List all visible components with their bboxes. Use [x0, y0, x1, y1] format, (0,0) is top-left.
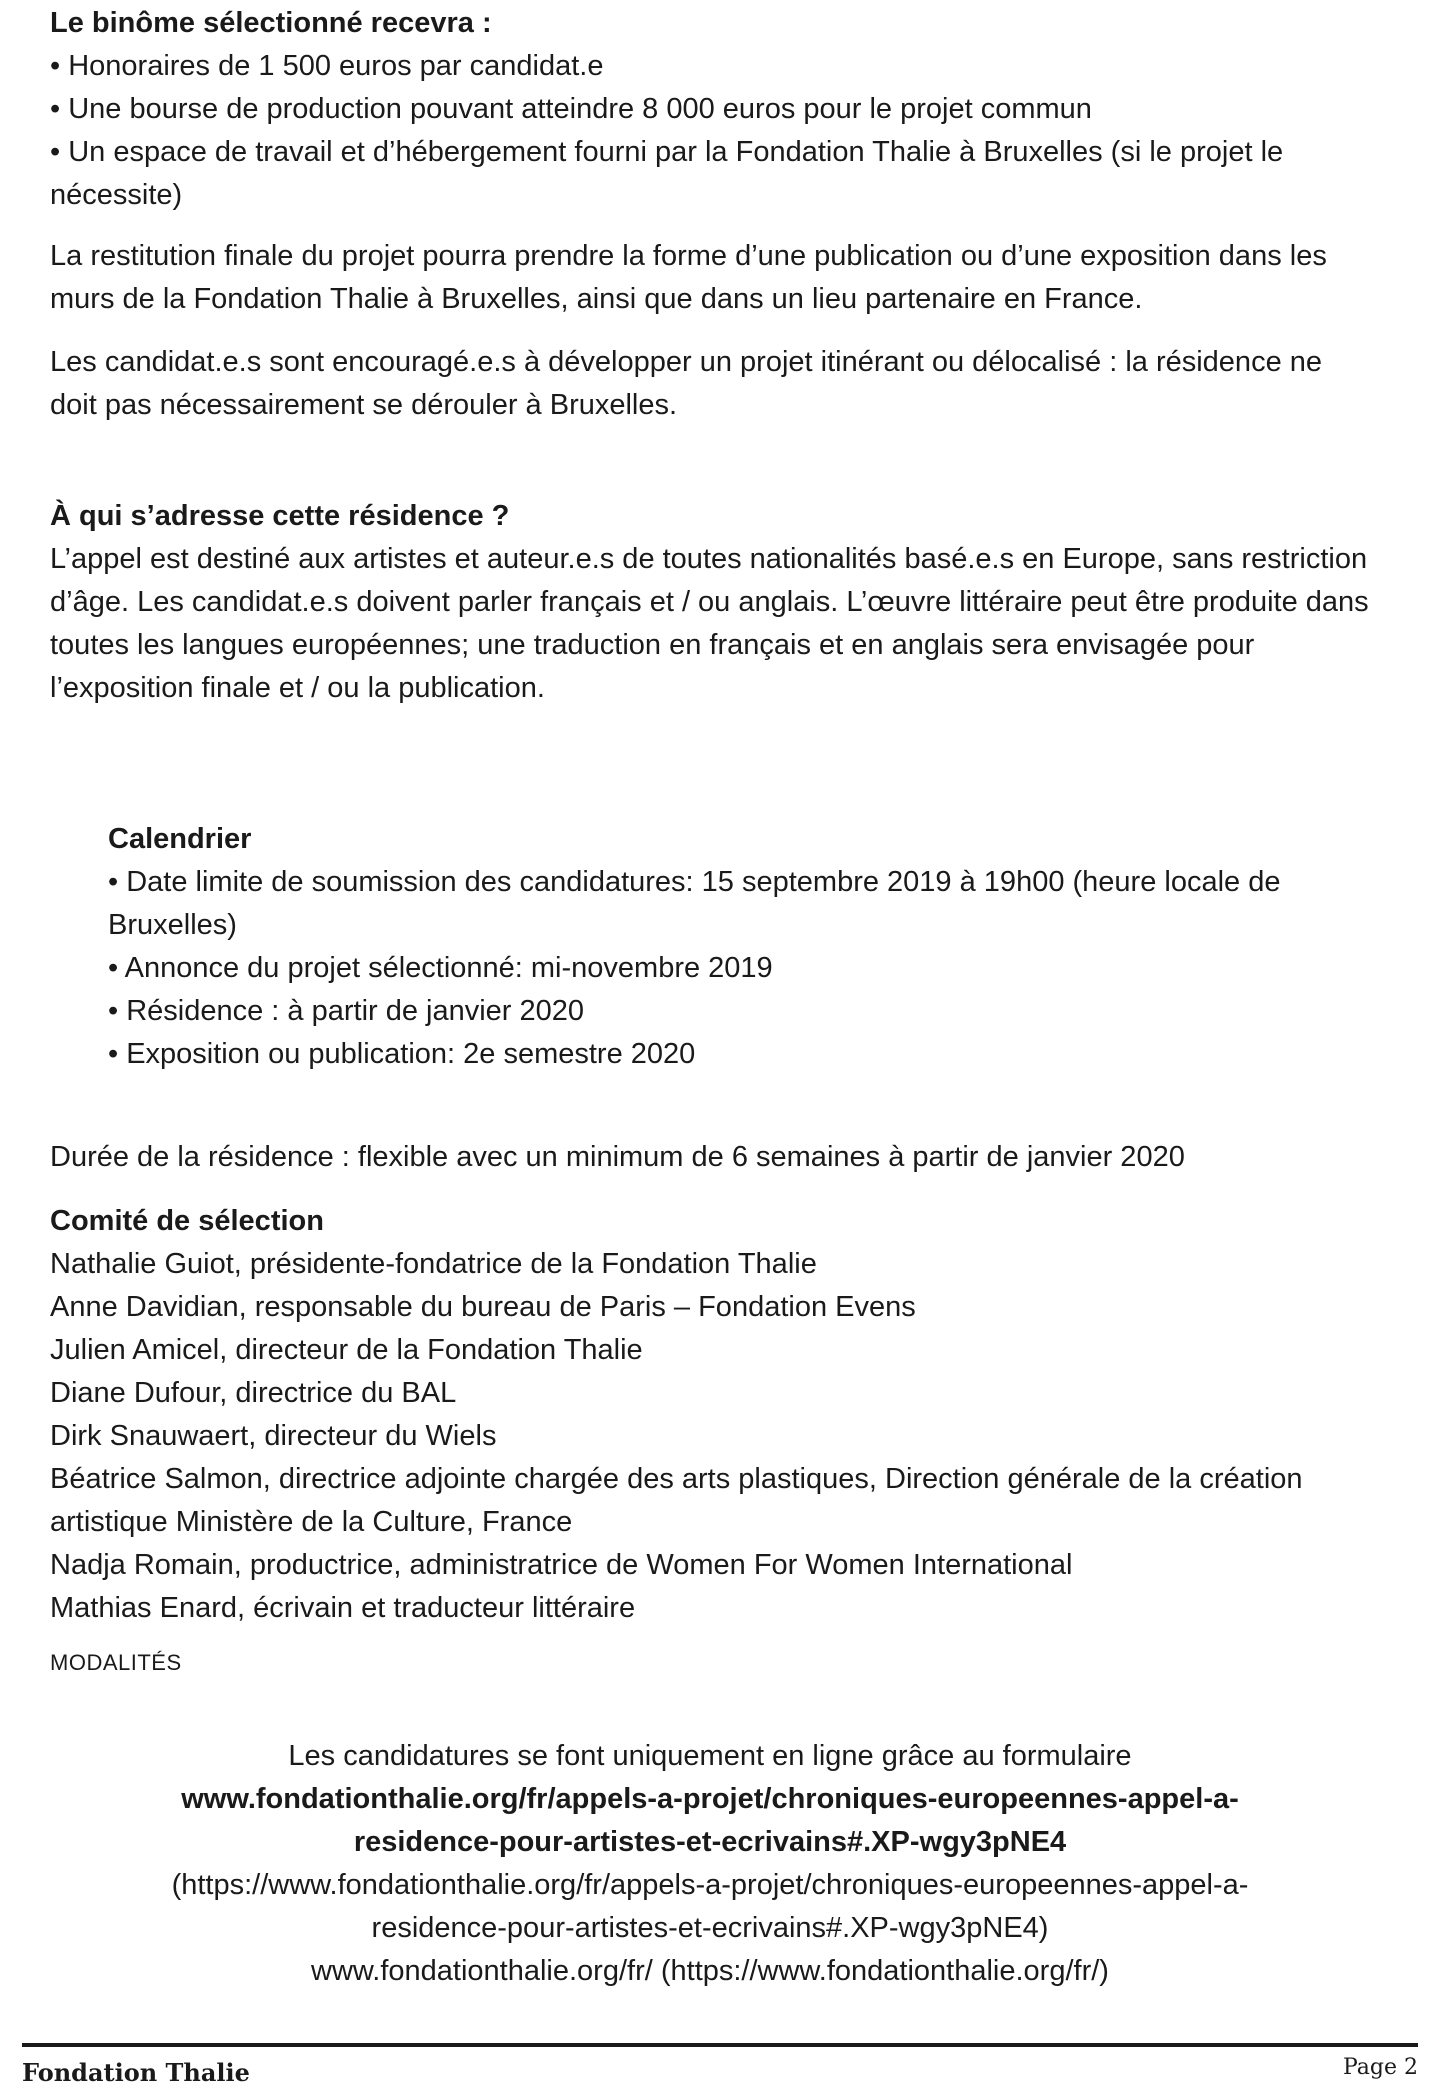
restitution-paragraph: La restitution finale du projet pourra prendre la forme d’une publication ou d’une exposition dans les murs de la Fondation Thalie à Bruxelles, ainsi que dans un lieu partenaire en France.: [50, 240, 1327, 315]
committee-member: Diane Dufour, directrice du BAL: [50, 1377, 457, 1409]
calendar-section: [108, 818, 1358, 1076]
modalites-label: MODALITÉS: [50, 1650, 182, 1675]
footer-divider: [22, 2043, 1418, 2047]
committee-member: Julien Amicel, directeur de la Fondation Thalie: [50, 1334, 643, 1366]
list-item: • Un espace de travail et d’hébergement fourni par la Fondation Thalie à Bruxelles (si le projet le nécessite): [50, 136, 1284, 211]
offer-heading: Le binôme sélectionné recevra :: [50, 7, 492, 39]
offer-list: [50, 45, 1370, 217]
footer-org: Fondation Thalie: [22, 2058, 250, 2087]
audience-paragraph: L’appel est destiné aux artistes et auteur.e.s de toutes nationalités basé.e.s en Europe, sans restriction d’âge. Les candidat.e.s doivent parler français et / ou anglais. L’œuvre littéraire peut être produite dans toutes les langues européennes; une traduction en français et en anglais sera envisagée pour l’exposition finale et / ou la publication.: [50, 543, 1369, 704]
modalites-intro: Les candidatures se font uniquement en ligne grâce au formulaire: [288, 1740, 1132, 1772]
committee-member: Nadja Romain, productrice, administratrice de Women For Women International: [50, 1549, 1073, 1581]
form-link-url[interactable]: (https://www.fondationthalie.org/fr/appels-a-projet/chroniques-europeennes-appel-a-residence-pour-artistes-et-ecrivains#.XP-wgy3pNE4): [171, 1869, 1249, 1944]
calendar-item: • Annonce du projet sélectionné: mi-novembre 2019: [108, 952, 773, 984]
committee-member: Anne Davidian, responsable du bureau de Paris – Fondation Evens: [50, 1291, 916, 1323]
committee-member: Dirk Snauwaert, directeur du Wiels: [50, 1420, 497, 1452]
committee-member: Mathias Enard, écrivain et traducteur littéraire: [50, 1592, 636, 1624]
calendar-heading: Calendrier: [108, 823, 252, 855]
site-link[interactable]: www.fondationthalie.org/fr/ (https://www.fondationthalie.org/fr/): [311, 1955, 1109, 1987]
committee-member: Béatrice Salmon, directrice adjointe chargée des arts plastiques, Direction générale de la création artistique Ministère de la Culture, France: [50, 1463, 1303, 1538]
modalites-block: [130, 1735, 1290, 1993]
calendar-item: • Exposition ou publication: 2e semestre 2020: [108, 1038, 696, 1070]
itinerant-paragraph: Les candidat.e.s sont encouragé.e.s à développer un projet itinérant ou délocalisé : la résidence ne doit pas nécessairement se dérouler à Bruxelles.: [50, 346, 1323, 421]
list-item: • Honoraires de 1 500 euros par candidat.e: [50, 50, 604, 82]
committee-section: [50, 1200, 1370, 1630]
calendar-item: • Date limite de soumission des candidatures: 15 septembre 2019 à 19h00 (heure locale de Bruxelles): [108, 866, 1281, 941]
page-number: Page 2: [1342, 2055, 1418, 2080]
committee-member: Nathalie Guiot, présidente-fondatrice de la Fondation Thalie: [50, 1248, 817, 1280]
form-link[interactable]: www.fondationthalie.org/fr/appels-a-projet/chroniques-europeennes-appel-a-residence-pour-artistes-et-ecrivains#.XP-wgy3pNE4: [181, 1783, 1239, 1858]
calendar-item: • Résidence : à partir de janvier 2020: [108, 995, 585, 1027]
audience-heading: À qui s’adresse cette résidence ?: [50, 500, 510, 532]
duration-paragraph: Durée de la résidence : flexible avec un minimum de 6 semaines à partir de janvier 2020: [50, 1141, 1185, 1173]
committee-heading: Comité de sélection: [50, 1205, 324, 1237]
list-item: • Une bourse de production pouvant atteindre 8 000 euros pour le projet commun: [50, 93, 1092, 125]
